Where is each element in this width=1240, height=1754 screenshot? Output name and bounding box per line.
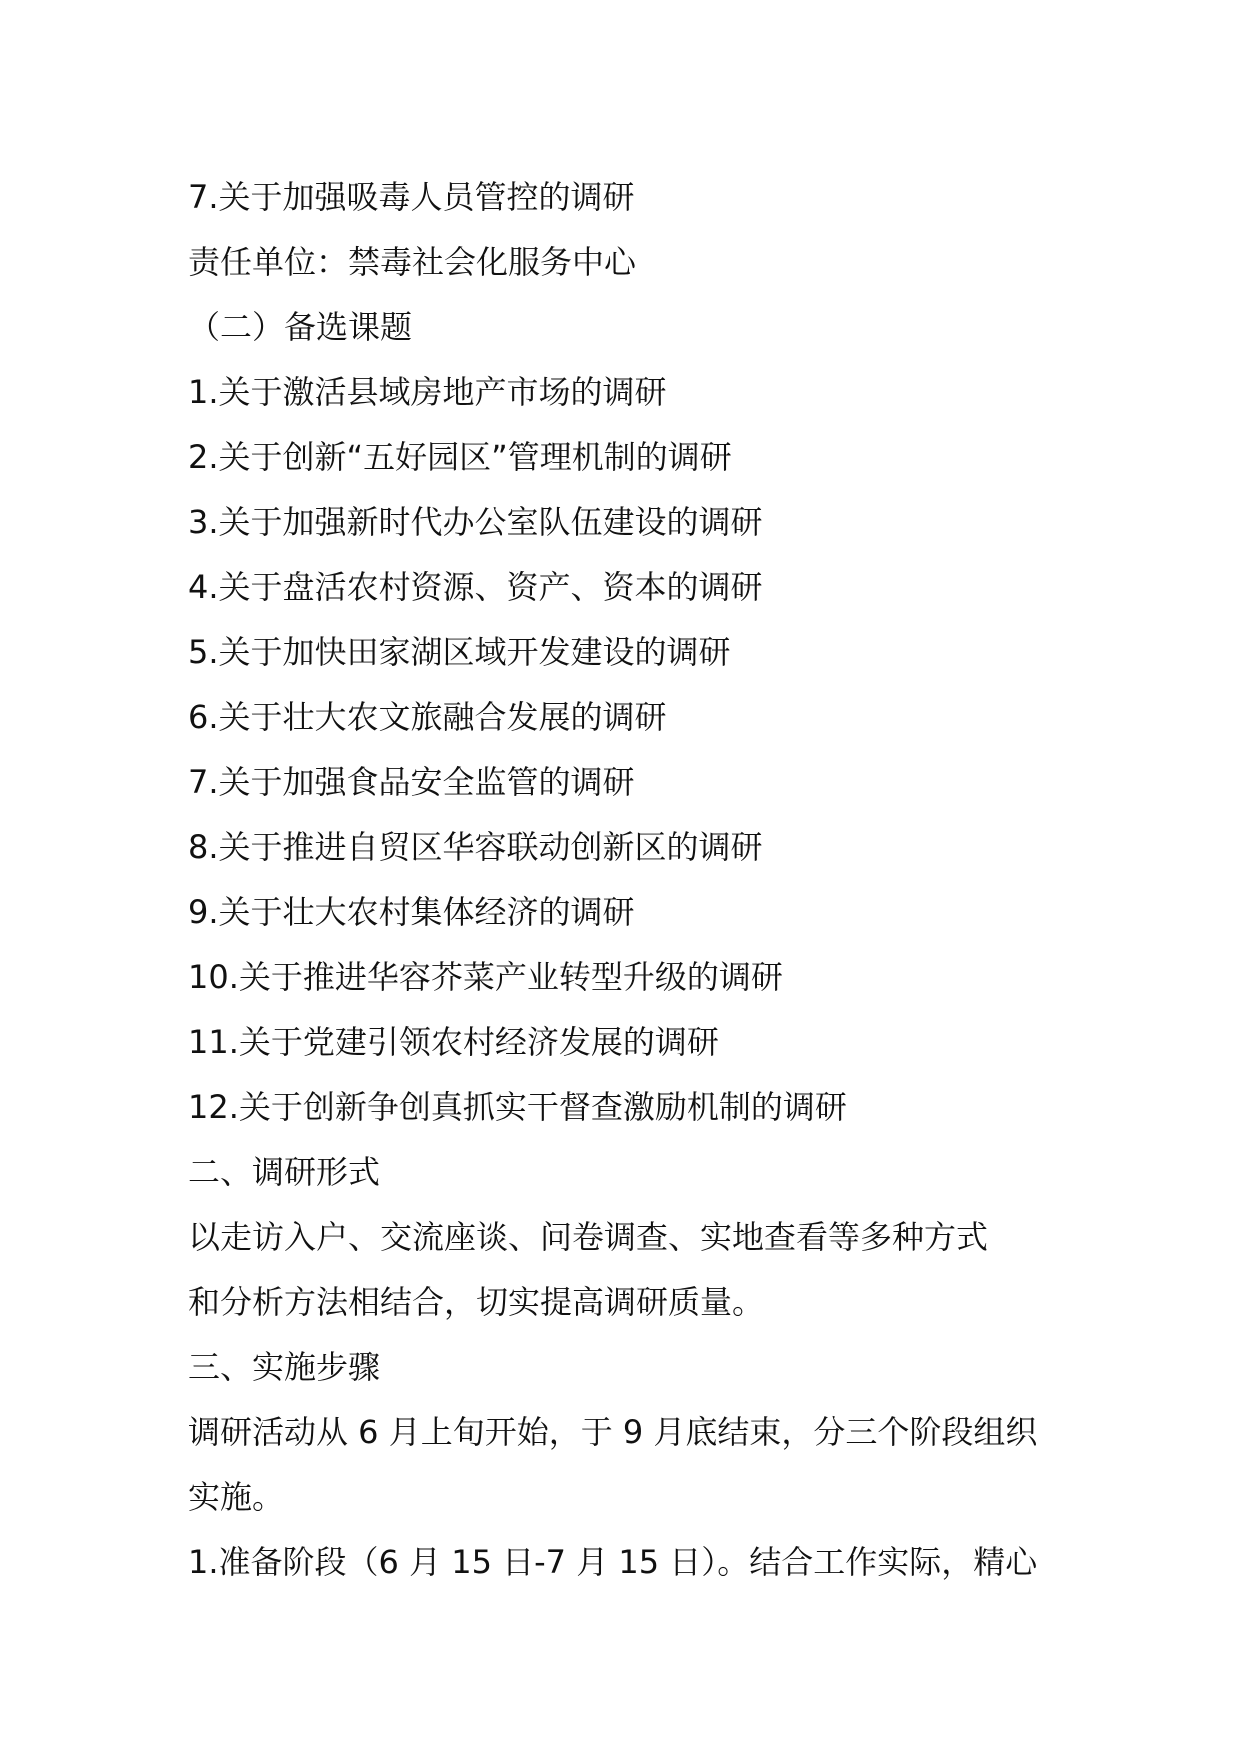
alt-topic-11: 11.关于党建引领农村经济发展的调研 [188, 1023, 719, 1061]
alt-topic-7: 7.关于加强食品安全监管的调研 [188, 763, 635, 801]
alt-topic-9: 9.关于壮大农村集体经济的调研 [188, 893, 635, 931]
alt-topic-6: 6.关于壮大农文旅融合发展的调研 [188, 698, 667, 736]
research-form-paragraph-line-2: 和分析方法相结合，切实提高调研质量。 [188, 1283, 765, 1321]
alt-topic-5: 5.关于加快田家湖区域开发建设的调研 [188, 633, 731, 671]
alt-topic-3: 3.关于加强新时代办公室队伍建设的调研 [188, 503, 763, 541]
section-heading-research-form: 二、调研形式 [188, 1153, 381, 1191]
responsible-unit: 责任单位：禁毒社会化服务中心 [188, 243, 637, 281]
alt-topic-2: 2.关于创新“五好园区”管理机制的调研 [188, 438, 732, 476]
implementation-paragraph-line-2: 实施。 [188, 1478, 285, 1516]
section-heading-alternative-topics: （二）备选课题 [188, 308, 413, 346]
topic-7-drug-control: 7.关于加强吸毒人员管控的调研 [188, 178, 635, 216]
section-heading-implementation-steps: 三、实施步骤 [188, 1348, 381, 1386]
alt-topic-4: 4.关于盘活农村资源、资产、资本的调研 [188, 568, 763, 606]
research-form-paragraph-line-1: 以走访入户、交流座谈、问卷调查、实地查看等多种方式 [188, 1218, 989, 1256]
alt-topic-8: 8.关于推进自贸区华容联动创新区的调研 [188, 828, 763, 866]
alt-topic-1: 1.关于激活县域房地产市场的调研 [188, 373, 667, 411]
preparation-stage-line: 1.准备阶段（6 月 15 日-7 月 15 日）。结合工作实际，精心 [188, 1543, 1038, 1581]
implementation-paragraph-line-1: 调研活动从 6 月上旬开始，于 9 月底结束，分三个阶段组织 [188, 1413, 1038, 1451]
alt-topic-10: 10.关于推进华容芥菜产业转型升级的调研 [188, 958, 783, 996]
alt-topic-12: 12.关于创新争创真抓实干督查激励机制的调研 [188, 1088, 847, 1126]
document-body [188, 165, 1068, 1595]
